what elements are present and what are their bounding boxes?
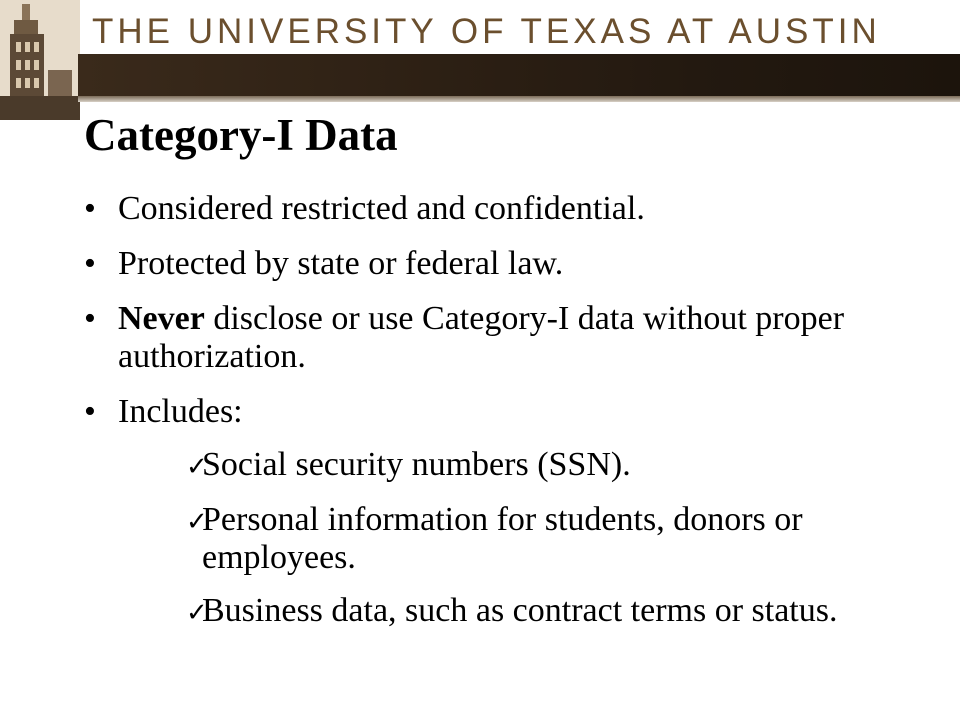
sub-item — [186, 592, 926, 632]
bullet-item — [84, 393, 944, 431]
bullet-dot: • — [84, 393, 96, 430]
tower-logo — [0, 0, 80, 120]
checkmark-icon: ✓ — [186, 507, 208, 537]
header-band-shadow — [78, 96, 960, 102]
sub-item-text: Personal information for students, donors or employees. — [202, 501, 803, 576]
university-name: THE UNIVERSITY OF TEXAS AT AUSTIN — [92, 12, 881, 51]
bullet-text: Considered restricted and confidential. — [118, 190, 645, 227]
bullet-dot: • — [84, 190, 96, 227]
bullet-text: Protected by state or federal law. — [118, 245, 564, 282]
sub-item-text: Social security numbers (SSN). — [202, 446, 631, 483]
bullet-dot: • — [84, 245, 96, 282]
checkmark-icon: ✓ — [186, 598, 208, 628]
sub-item — [186, 501, 926, 577]
bullet-item — [84, 190, 944, 228]
bullet-dot: • — [84, 300, 96, 337]
bullet-item — [84, 245, 944, 283]
slide-title: Category-I Data — [84, 110, 398, 160]
checkmark-icon: ✓ — [186, 452, 208, 482]
bullet-item — [84, 300, 944, 376]
bullet-text: Includes: — [118, 393, 243, 430]
sub-item-list — [186, 446, 926, 647]
slide-header — [0, 0, 960, 125]
sub-item-text: Business data, such as contract terms or status. — [202, 592, 838, 629]
bullet-list — [84, 190, 944, 448]
sub-item — [186, 446, 926, 486]
bullet-text: Never disclose or use Category-I data without proper authorization. — [118, 300, 845, 375]
header-band — [78, 54, 960, 96]
